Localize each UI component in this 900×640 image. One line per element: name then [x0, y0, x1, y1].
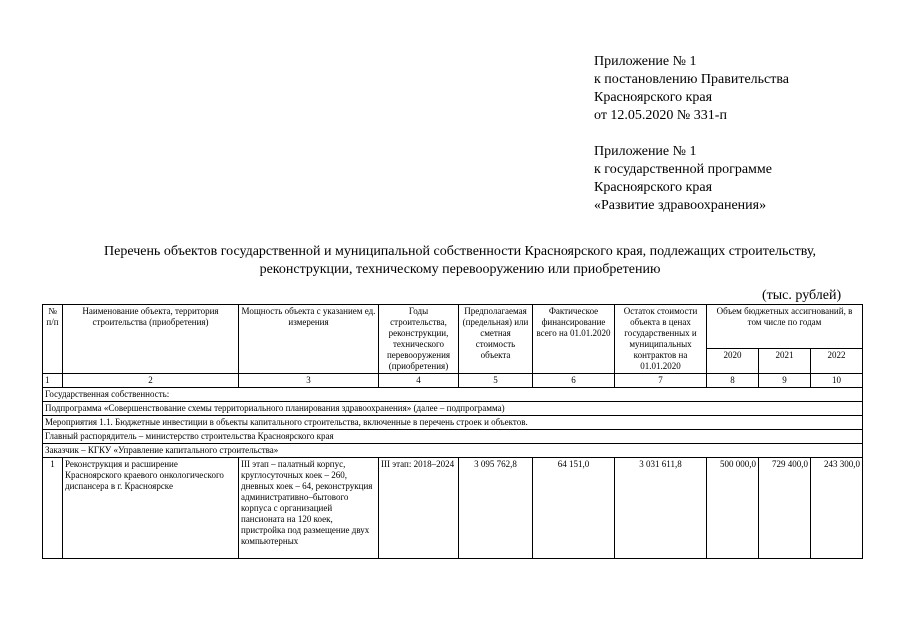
- row-budget-2021: 729 400,0: [759, 458, 811, 559]
- column-number-row: [43, 374, 863, 388]
- units-label: (тыс. рублей): [762, 288, 842, 303]
- table-row: [43, 458, 863, 559]
- column-number: 8: [707, 374, 759, 388]
- appendix-line: от 12.05.2020 № 331-п: [594, 108, 727, 123]
- row-capacity: III этап – палатный корпус, круглосуточных коек – 260, дневных коек – 64, реконструкция административно–бытового корпуса с организацией пансионата на 120 коек, пристройка под размещение двух компьютерных: [239, 458, 379, 559]
- header-remaining-cost: Остаток стоимости объекта в ценах государственных и муниципальных контрактов на 01.01.2020: [615, 305, 707, 374]
- row-actual-financing: 64 151,0: [533, 458, 615, 559]
- section-row: [43, 402, 863, 416]
- column-number: 7: [615, 374, 707, 388]
- appendix-line: к государственной программе: [594, 162, 772, 177]
- section-row: [43, 388, 863, 402]
- column-number: 2: [63, 374, 239, 388]
- header-year-2020: 2020: [707, 349, 759, 374]
- appendix-line: к постановлению Правительства: [594, 72, 790, 87]
- title-line-2: реконструкции, техническому перевооружению или приобретению: [259, 262, 661, 277]
- header-budget: Объем бюджетных ассигнований, в том числе по годам: [707, 305, 863, 349]
- section-row: [43, 430, 863, 444]
- section-subprogram: Подпрограмма «Совершенствование схемы территориального планирования здравоохранения» (далее – подпрограмма): [43, 402, 863, 416]
- appendix-line: «Развитие здравоохранения»: [594, 198, 767, 213]
- appendix-line: Красноярского края: [594, 180, 713, 195]
- appendix-line: Приложение № 1: [594, 144, 697, 159]
- section-customer: Заказчик – КГКУ «Управление капитального строительства»: [43, 444, 863, 458]
- document-title: [60, 243, 860, 279]
- header-estimated-cost: Предполагаемая (предельная) или сметная стоимость объекта: [459, 305, 533, 374]
- row-budget-2022: 243 300,0: [811, 458, 863, 559]
- appendix-to-resolution: [594, 53, 789, 125]
- header-actual-financing: Фактическое финансирование всего на 01.01.2020: [533, 305, 615, 374]
- section-ownership: Государственная собственность:: [43, 388, 863, 402]
- section-row: [43, 444, 863, 458]
- row-estimated-cost: 3 095 762,8: [459, 458, 533, 559]
- appendix-line: Красноярского края: [594, 90, 713, 105]
- appendix-line: Приложение № 1: [594, 54, 697, 69]
- title-line-1: Перечень объектов государственной и муниципальной собственности Красноярского края, подлежащих строительству,: [104, 244, 816, 259]
- column-number: 10: [811, 374, 863, 388]
- column-number: 6: [533, 374, 615, 388]
- header-name: Наименование объекта, территория строительства (приобретения): [63, 305, 239, 374]
- section-measure: Мероприятия 1.1. Бюджетные инвестиции в объекты капитального строительства, включенные в перечень строек и объектов.: [43, 416, 863, 430]
- header-year-2022: 2022: [811, 349, 863, 374]
- row-object-name: Реконструкция и расширение Красноярского краевого онкологического диспансера в г. Красноярске: [63, 458, 239, 559]
- row-remaining-cost: 3 031 611,8: [615, 458, 707, 559]
- column-number: 9: [759, 374, 811, 388]
- appendix-to-program: [594, 143, 772, 215]
- column-number: 1: [43, 374, 63, 388]
- header-num: № п/п: [43, 305, 63, 374]
- column-number: 3: [239, 374, 379, 388]
- row-years: III этап: 2018–2024: [379, 458, 459, 559]
- header-capacity: Мощность объекта с указанием ед. измерения: [239, 305, 379, 374]
- column-number: 5: [459, 374, 533, 388]
- header-year-2021: 2021: [759, 349, 811, 374]
- header-row: [43, 305, 863, 349]
- row-num: 1: [43, 458, 63, 559]
- header-years: Годы строительства, реконструкции, технического перевооружения (приобретения): [379, 305, 459, 374]
- section-chief-manager: Главный распорядитель – министерство строительства Красноярского края: [43, 430, 863, 444]
- objects-table: [42, 304, 863, 559]
- section-row: [43, 416, 863, 430]
- row-budget-2020: 500 000,0: [707, 458, 759, 559]
- column-number: 4: [379, 374, 459, 388]
